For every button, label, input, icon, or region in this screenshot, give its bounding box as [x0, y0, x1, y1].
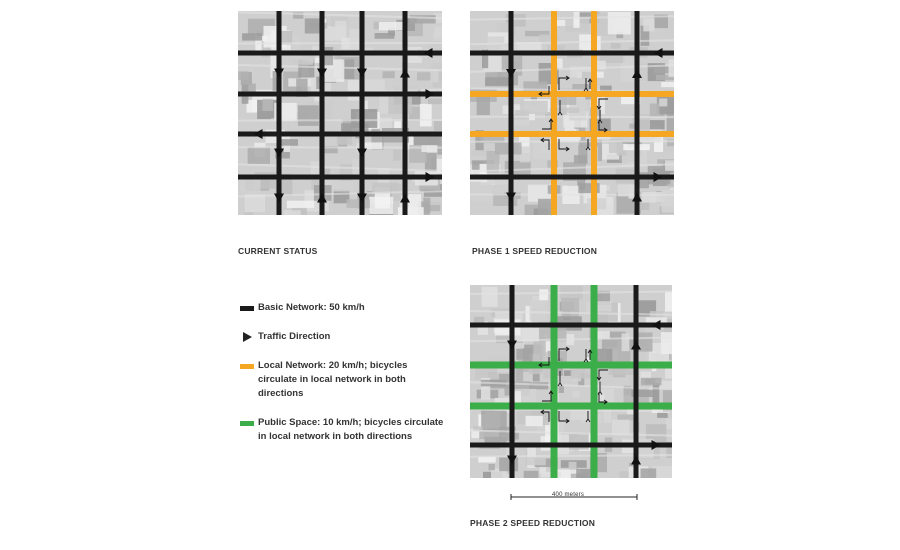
building-block — [665, 292, 672, 312]
building-block — [641, 468, 657, 478]
building-block — [661, 332, 672, 354]
building-block — [375, 33, 395, 39]
building-block — [248, 147, 270, 164]
building-block — [666, 419, 672, 429]
building-block — [582, 72, 593, 79]
building-block — [561, 298, 579, 318]
basic-network-crossing — [635, 91, 640, 98]
building-block — [554, 108, 579, 114]
building-block — [569, 462, 577, 470]
building-block — [437, 135, 442, 155]
building-block — [240, 178, 261, 194]
building-block — [337, 136, 353, 144]
minor-street — [238, 120, 442, 121]
building-block — [485, 77, 510, 86]
building-block — [398, 207, 424, 215]
building-block — [643, 19, 654, 32]
basic-network-crossing — [509, 131, 514, 138]
building-block — [331, 179, 354, 191]
building-block — [238, 71, 248, 80]
public-space-swatch — [240, 421, 254, 426]
building-block — [263, 99, 274, 111]
building-block — [428, 98, 442, 104]
basic-network-crossing — [635, 131, 640, 138]
building-block — [527, 457, 546, 465]
building-block — [573, 12, 579, 28]
building-block — [533, 141, 553, 159]
building-block — [379, 22, 405, 31]
building-block — [526, 416, 543, 426]
basic-network-crossing — [634, 403, 639, 410]
map-panel-phase-2 — [470, 285, 672, 478]
building-block — [482, 287, 498, 307]
building-block — [524, 471, 539, 478]
basic-network-swatch — [240, 306, 254, 311]
building-block — [520, 101, 548, 114]
basic-network-crossing — [591, 175, 598, 180]
legend-label: Basic Network: 50 km/h — [258, 302, 365, 313]
building-block — [429, 197, 442, 205]
caption-current-status: CURRENT STATUS — [238, 246, 318, 256]
building-block — [609, 367, 636, 375]
scale-bar-label: 400 meters — [552, 492, 585, 498]
basic-network-crossing — [551, 323, 558, 328]
building-block — [478, 457, 496, 463]
legend-label: Local Network: 20 km/h; bicycles circulate in local network in both directions — [258, 360, 408, 399]
basic-network-crossing — [634, 362, 639, 369]
building-block — [393, 150, 401, 161]
building-block — [539, 289, 548, 300]
basic-network-crossing — [510, 403, 515, 410]
building-block — [409, 194, 421, 207]
basic-network-crossing — [551, 51, 558, 56]
building-block — [661, 82, 674, 87]
legend-label: Traffic Direction — [258, 331, 331, 342]
basic-network-crossing — [551, 443, 558, 448]
legend-label: Public Space: 10 km/h; bicycles circulate in local network in both directions — [258, 417, 444, 442]
building-block — [641, 378, 662, 386]
building-block — [388, 95, 412, 114]
building-block — [383, 71, 395, 78]
basic-network-crossing — [510, 362, 515, 369]
arrow-triangle-icon — [243, 332, 252, 342]
basic-network-crossing — [591, 323, 598, 328]
building-block — [574, 155, 587, 163]
building-block — [608, 12, 631, 34]
building-block — [335, 21, 346, 38]
building-block — [662, 190, 675, 213]
building-block — [242, 33, 262, 40]
building-block — [434, 121, 442, 131]
building-block — [572, 391, 579, 397]
building-block — [481, 411, 507, 430]
street-network-map — [470, 285, 672, 478]
minor-street — [238, 43, 442, 44]
street-network-map — [470, 11, 674, 215]
building-block — [667, 112, 674, 133]
building-block — [420, 104, 432, 127]
building-block — [489, 464, 495, 470]
building-block — [434, 26, 442, 37]
map-panel-phase-1 — [470, 11, 674, 215]
building-block — [612, 420, 630, 435]
basic-network-crossing — [509, 91, 514, 98]
building-block — [611, 43, 621, 49]
map-panel-current-status — [238, 11, 442, 215]
caption-phase-1: PHASE 1 SPEED REDUCTION — [472, 246, 598, 256]
basic-network-crossing — [591, 51, 598, 56]
basic-network-crossing — [551, 175, 558, 180]
building-block — [298, 105, 319, 126]
building-block — [348, 80, 360, 100]
caption-phase-2: PHASE 2 SPEED REDUCTION — [470, 518, 596, 528]
building-block — [347, 199, 371, 208]
building-block — [287, 201, 314, 208]
building-block — [499, 457, 518, 471]
building-block — [471, 182, 492, 201]
building-block — [576, 469, 592, 478]
building-block — [280, 139, 298, 146]
building-block — [659, 99, 667, 107]
building-block — [669, 59, 675, 77]
local-network-swatch — [240, 364, 254, 369]
building-block — [515, 391, 521, 404]
building-block — [284, 210, 301, 215]
building-block — [495, 142, 522, 154]
building-block — [586, 301, 612, 311]
building-block — [622, 333, 630, 351]
basic-network-crossing — [591, 443, 598, 448]
building-block — [305, 18, 322, 33]
street-network-map — [238, 11, 442, 215]
building-block — [530, 300, 548, 321]
building-block — [423, 198, 430, 214]
